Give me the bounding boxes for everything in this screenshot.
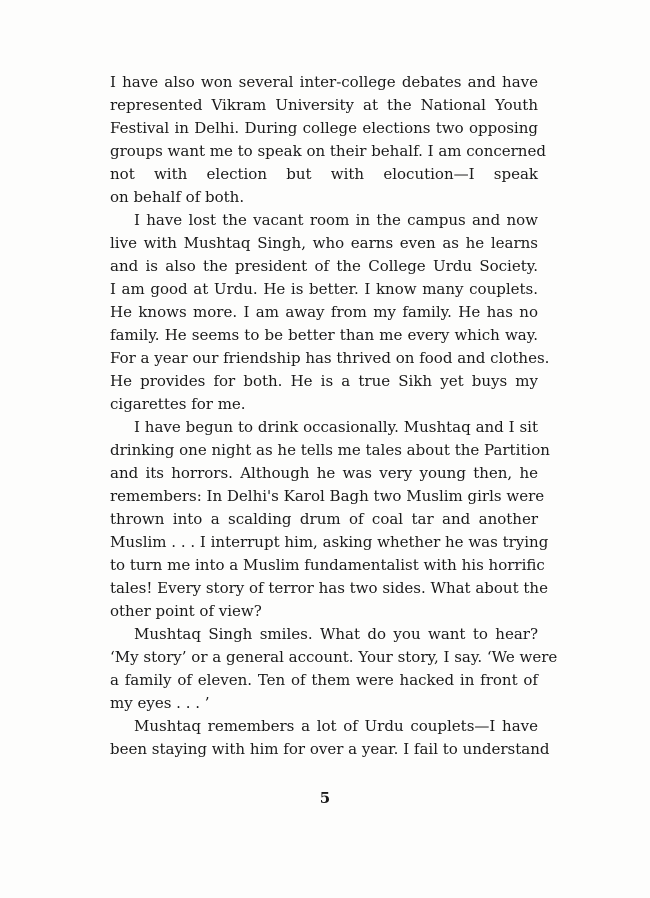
text-line: and is also the president of the College Urdu Society. bbox=[110, 257, 538, 275]
text-line: I have lost the vacant room in the campus and now bbox=[134, 211, 538, 229]
text-line: For a year our friendship has thrived on food and clothes. bbox=[110, 349, 550, 367]
text-line: live with Mushtaq Singh, who earns even as he learns bbox=[110, 234, 538, 252]
text-line: been staying with him for over a year. I fail to understand bbox=[110, 740, 550, 758]
paragraph-3 bbox=[110, 416, 550, 623]
text-line: represented Vikram University at the National Youth bbox=[110, 96, 538, 114]
text-line: remembers: In Delhi's Karol Bagh two Muslim girls were bbox=[110, 487, 545, 505]
text-line: tales! Every story of terror has two sides. What about the bbox=[110, 579, 548, 597]
text-line: Muslim . . . I interrupt him, asking whether he was trying bbox=[110, 533, 549, 551]
text-line: thrown into a scalding drum of coal tar and another bbox=[110, 510, 538, 528]
text-line: Mushtaq remembers a lot of Urdu couplets—I have bbox=[134, 717, 538, 735]
body-text bbox=[110, 71, 558, 761]
text-line: groups want me to speak on their behalf. I am concerned bbox=[110, 142, 546, 160]
text-line: cigarettes for me. bbox=[110, 395, 246, 413]
text-line: ‘My story’ or a general account. Your story, I say. ‘We were bbox=[110, 648, 558, 666]
text-line: He provides for both. He is a true Sikh yet buys my bbox=[110, 372, 538, 390]
text-line: He knows more. I am away from my family. He has no bbox=[110, 303, 538, 321]
text-line: other point of view? bbox=[110, 602, 262, 620]
text-line: drinking one night as he tells me tales about the Partition bbox=[110, 441, 550, 459]
paragraph-5 bbox=[110, 715, 550, 761]
text-line: Mushtaq Singh smiles. What do you want to hear? bbox=[134, 625, 538, 643]
text-line: and its horrors. Although he was very young then, he bbox=[110, 464, 538, 482]
text-line: I am good at Urdu. He is better. I know many couplets. bbox=[110, 280, 538, 298]
text-line: a family of eleven. Ten of them were hacked in front of bbox=[110, 671, 538, 689]
text-line: my eyes . . . ’ bbox=[110, 694, 210, 712]
paragraph-4 bbox=[110, 623, 558, 715]
paragraph-2 bbox=[110, 209, 550, 416]
text-line: not with election but with elocution—I speak bbox=[110, 165, 538, 183]
text-line: family. He seems to be better than me every which way. bbox=[110, 326, 538, 344]
page-number: 5 bbox=[319, 789, 331, 807]
text-line: I have also won several inter-college debates and have bbox=[110, 73, 538, 91]
text-line: Festival in Delhi. During college elections two opposing bbox=[110, 119, 538, 137]
text-line: to turn me into a Muslim fundamentalist with his horrific bbox=[110, 556, 545, 574]
text-line: I have begun to drink occasionally. Mushtaq and I sit bbox=[134, 418, 538, 436]
paragraph-1 bbox=[110, 71, 546, 209]
text-line: on behalf of both. bbox=[110, 188, 245, 206]
